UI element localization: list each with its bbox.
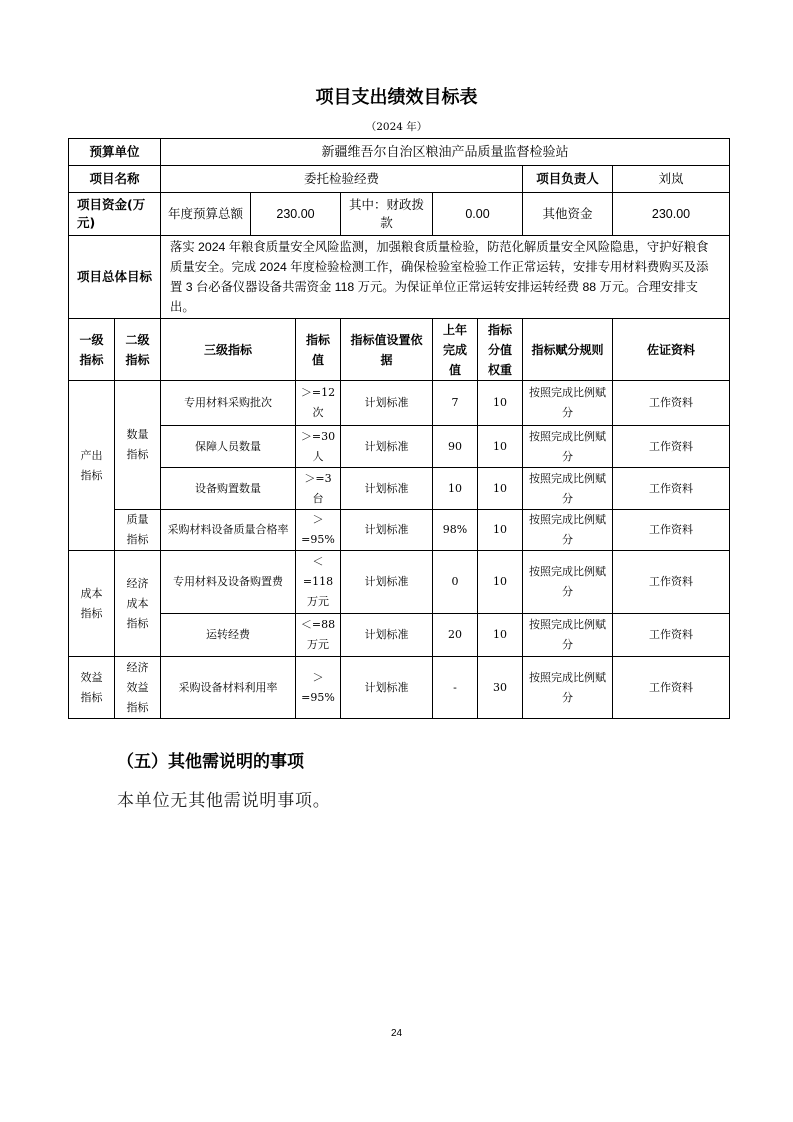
indicator-scoring: 按照完成比例赋 分 [523,381,613,426]
budget-unit-row [69,139,730,166]
header-value: 指标 值 [296,319,341,381]
indicator-value: ＜=88 万元 [296,614,341,657]
indicator-scoring: 按照完成比例赋 分 [523,657,613,719]
level2-quantity: 数量 指标 [115,381,161,510]
indicator-last-year: 98% [433,510,478,551]
table-row [69,551,730,614]
budget-unit-value: 新疆维吾尔自治区粮油产品质量监督检验站 [161,139,730,166]
indicator-last-year: 0 [433,551,478,614]
indicator-name: 专用材料采购批次 [161,381,296,426]
indicator-weight: 30 [478,657,523,719]
table-row [69,426,730,468]
indicator-value: ＞ =95% [296,510,341,551]
table-row [69,657,730,719]
indicator-header-row [69,319,730,381]
indicator-value: ＞=12 次 [296,381,341,426]
indicator-value: ＞=3 台 [296,468,341,510]
project-name-value: 委托检验经费 [161,166,523,193]
overall-goal-text: 落实 2024 年粮食质量安全风险监测，加强粮食质量检验，防范化解质量安全风险隐患，守护好粮食 质量安全。完成 2024 年度检验检测工作，确保检验室检验工作正常运转，安排专用材料费购买及添 置 3 台必备仪器设备共需资金 118 万元。为保证单位正常运转安排运转经费 88 万元。合理安排支 出。 [161,236,730,319]
budget-unit-label: 预算单位 [69,139,161,166]
project-funds-row [69,193,730,236]
page-number: 24 [390,1028,403,1039]
project-lead-value: 刘岚 [613,166,730,193]
header-level1: 一级 指标 [69,319,115,381]
indicator-basis: 计划标准 [341,510,433,551]
indicator-scoring: 按照完成比例赋 分 [523,510,613,551]
indicator-weight: 10 [478,551,523,614]
indicator-weight: 10 [478,381,523,426]
indicator-evidence: 工作资料 [613,510,730,551]
table-row [69,510,730,551]
indicator-value: ＜ =118 万元 [296,551,341,614]
project-funds-label: 项目资金(万 元) [69,193,161,236]
annual-budget-label: 年度预算总额 [161,193,251,236]
overall-goal-row [69,236,730,319]
indicator-last-year: - [433,657,478,719]
other-funds-value: 230.00 [613,193,730,236]
fiscal-allocation-label: 其中：财政拨 款 [341,193,433,236]
page-title: 项目支出绩效目标表 [315,87,478,108]
level2-economic-cost: 经济 成本 指标 [115,551,161,657]
indicator-last-year: 90 [433,426,478,468]
level1-output: 产出 指标 [69,381,115,551]
performance-target-table [68,138,730,719]
indicator-value: ＞ =95% [296,657,341,719]
indicator-basis: 计划标准 [341,657,433,719]
indicator-scoring: 按照完成比例赋 分 [523,551,613,614]
table-row [69,614,730,657]
project-lead-label: 项目负责人 [523,166,613,193]
indicator-scoring: 按照完成比例赋 分 [523,426,613,468]
indicator-last-year: 20 [433,614,478,657]
indicator-evidence: 工作资料 [613,657,730,719]
indicator-name: 采购材料设备质量合格率 [161,510,296,551]
fiscal-allocation-value: 0.00 [433,193,523,236]
indicator-weight: 10 [478,614,523,657]
header-level2: 二级 指标 [115,319,161,381]
indicator-scoring: 按照完成比例赋 分 [523,614,613,657]
level2-economic-benefit: 经济 效益 指标 [115,657,161,719]
indicator-evidence: 工作资料 [613,381,730,426]
header-last-year: 上年 完成 值 [433,319,478,381]
document-year: （2024 年） [365,121,428,133]
other-funds-label: 其他资金 [523,193,613,236]
project-name-label: 项目名称 [69,166,161,193]
indicator-name: 专用材料及设备购置费 [161,551,296,614]
indicator-name: 采购设备材料利用率 [161,657,296,719]
level2-quality: 质量 指标 [115,510,161,551]
indicator-weight: 10 [478,426,523,468]
header-weight: 指标 分值 权重 [478,319,523,381]
indicator-basis: 计划标准 [341,614,433,657]
header-basis: 指标值设置依 据 [341,319,433,381]
indicator-basis: 计划标准 [341,426,433,468]
section-text: 本单位无其他需说明事项。 [117,791,331,811]
indicator-basis: 计划标准 [341,468,433,510]
indicator-evidence: 工作资料 [613,614,730,657]
project-name-row [69,166,730,193]
indicator-last-year: 10 [433,468,478,510]
indicator-basis: 计划标准 [341,381,433,426]
overall-goal-label: 项目总体目标 [69,236,161,319]
header-evidence: 佐证资料 [613,319,730,381]
indicator-name: 设备购置数量 [161,468,296,510]
level1-benefit: 效益 指标 [69,657,115,719]
section-heading: （五）其他需说明的事项 [117,752,304,772]
indicator-weight: 10 [478,468,523,510]
indicator-weight: 10 [478,510,523,551]
table-row [69,468,730,510]
header-level3: 三级指标 [161,319,296,381]
level1-cost: 成本 指标 [69,551,115,657]
table-row [69,381,730,426]
indicator-name: 运转经费 [161,614,296,657]
indicator-evidence: 工作资料 [613,551,730,614]
annual-budget-value: 230.00 [251,193,341,236]
indicator-value: ＞=30 人 [296,426,341,468]
indicator-evidence: 工作资料 [613,426,730,468]
indicator-evidence: 工作资料 [613,468,730,510]
indicator-basis: 计划标准 [341,551,433,614]
indicator-name: 保障人员数量 [161,426,296,468]
indicator-scoring: 按照完成比例赋 分 [523,468,613,510]
indicator-last-year: 7 [433,381,478,426]
header-scoring: 指标赋分规则 [523,319,613,381]
